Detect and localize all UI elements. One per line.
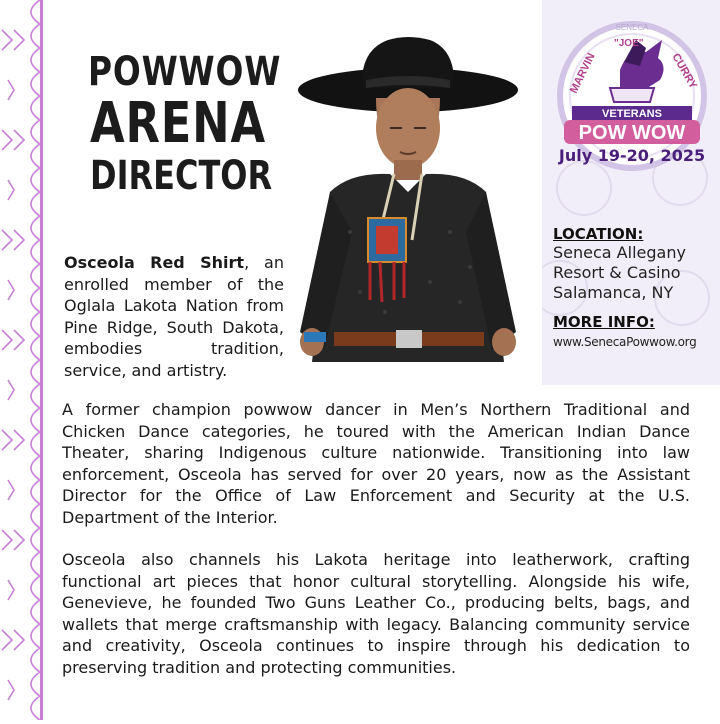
bio-intro [64, 252, 284, 381]
website-link[interactable]: www.SenecaPowwow.org [553, 335, 697, 349]
logo-name-right: CURRY [669, 51, 700, 92]
bio-paragraph-1: A former champion powwow dancer in Men’s Northern Traditional and Chicken Dance categories, he toured with the American Indian Dance Theater, sharing Indigenous culture nationwide. Transitioning into law enforcement, Osceola has served for over 20 years, now as the Assistant Director for the Office of Law Enforcement and Security at the U.S. Department of the Interior. [62, 400, 690, 527]
logo-banner: VETERANS [602, 108, 662, 120]
location-line: Resort & Casino [553, 263, 681, 282]
bio-paragraph-2: Osceola also channels his Lakota heritage into leatherwork, crafting functional art pieces that honor cultural storytelling. Alongside his wife, Genevieve, he founded Two Guns Leather Co., producing belts, bags, and wallets that merge craftsmanship with legacy. Balancing community service and creativity, Osceola continues to inspire through his dedication to preserving tradition and protecting communities. [62, 550, 690, 677]
event-info [553, 225, 718, 349]
logo-name-left: MARVIN [567, 51, 598, 96]
border-line [40, 0, 43, 720]
more-info-label: MORE INFO: [553, 313, 655, 331]
title-line-1: POWWOW [88, 49, 282, 95]
title-line-3: DIRECTOR [90, 153, 273, 199]
logo-nickname: "JOE" [614, 38, 644, 49]
location-line: Seneca Allegany [553, 243, 686, 262]
portrait-photo [290, 32, 535, 372]
intro-text: , an enrolled member of the Oglala Lakota Nation from Pine Ridge, South Dakota, embodies tradition, service, and artistry. [64, 253, 284, 380]
location-label: LOCATION: [553, 225, 644, 243]
logo-event: POW WOW [578, 122, 686, 144]
page-title [70, 49, 282, 199]
title-line-2: ARENA [90, 91, 266, 156]
arrow-pattern-icon [0, 0, 44, 720]
event-dates: July 19-20, 2025 [558, 146, 706, 165]
decorative-border [0, 0, 44, 720]
logo-brand: SENECA [615, 23, 649, 32]
location-line: Salamanca, NY [553, 283, 674, 302]
person-name: Osceola Red Shirt [64, 253, 245, 272]
